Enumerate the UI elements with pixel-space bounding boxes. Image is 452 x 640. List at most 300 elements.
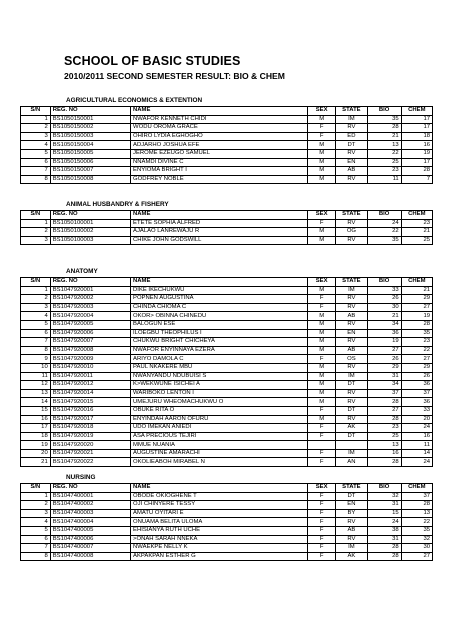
student-name-cell: OBODE OKIOGHENE T	[131, 492, 308, 501]
bio-score-cell: 37	[367, 389, 401, 398]
bio-score-cell: 27	[367, 346, 401, 355]
student-name-cell: ARIYO DAMOLA C	[131, 355, 308, 364]
state-cell: RV	[336, 295, 367, 304]
chem-score-cell: 24	[401, 458, 432, 467]
serial-number-cell: 6	[21, 158, 51, 167]
result-section	[20, 96, 433, 184]
serial-number-cell: 1	[21, 115, 51, 124]
reg-number-cell: BS1047400006	[50, 535, 130, 544]
table-row	[21, 115, 433, 124]
table-row	[21, 338, 433, 347]
state-cell: RV	[336, 320, 367, 329]
bio-score-cell: 31	[367, 535, 401, 544]
chem-score-cell: 36	[401, 398, 432, 407]
student-name-cell: CHIKE JOHN GODSWILL	[131, 236, 308, 245]
column-header-reg-number: REG. NO	[50, 211, 130, 220]
serial-number-cell: 8	[21, 175, 51, 184]
column-header-state: STATE	[336, 278, 367, 287]
reg-number-cell: BS1047920017	[50, 415, 130, 424]
table-header-row	[21, 211, 433, 220]
serial-number-cell: 2	[21, 124, 51, 133]
chem-score-cell: 17	[401, 124, 432, 133]
chem-score-cell: 33	[401, 406, 432, 415]
student-name-cell: ADJARHO JOSHUA EFE	[131, 141, 308, 150]
serial-number-cell: 2	[21, 295, 51, 304]
state-cell: RV	[336, 236, 367, 245]
column-header-chem-score: CHEM	[401, 211, 432, 220]
sex-cell: M	[308, 398, 336, 407]
column-header-bio-score: BIO	[367, 484, 401, 493]
chem-score-cell: 35	[401, 329, 432, 338]
reg-number-cell: BS1047920001	[50, 286, 130, 295]
bio-score-cell: 25	[367, 158, 401, 167]
section-title: ANATOMY	[66, 268, 98, 275]
column-header-serial-number: S/N	[21, 278, 51, 287]
bio-score-cell: 28	[367, 544, 401, 553]
chem-score-cell: 7	[401, 175, 432, 184]
bio-score-cell: 11	[367, 175, 401, 184]
bio-score-cell: 31	[367, 501, 401, 510]
serial-number-cell: 8	[21, 552, 51, 561]
student-name-cell: OHIRO LYDIA EGHOGHO	[131, 132, 308, 141]
serial-number-cell: 16	[21, 415, 51, 424]
column-header-bio-score: BIO	[367, 278, 401, 287]
table-row	[21, 552, 433, 561]
state-cell: DT	[336, 432, 367, 441]
sex-cell: M	[308, 363, 336, 372]
student-name-cell: DIKE IKECHUKWU	[131, 286, 308, 295]
serial-number-cell: 18	[21, 432, 51, 441]
student-name-cell: NWAEKPE NELLY K	[131, 544, 308, 553]
chem-score-cell: 26	[401, 372, 432, 381]
serial-number-cell: 2	[21, 228, 51, 237]
chem-score-cell: 14	[401, 449, 432, 458]
serial-number-cell: 17	[21, 424, 51, 433]
column-header-sex: SEX	[308, 278, 336, 287]
chem-score-cell: 27	[401, 552, 432, 561]
column-header-state: STATE	[336, 107, 367, 116]
state-cell: DT	[336, 141, 367, 150]
state-cell: RV	[336, 415, 367, 424]
sex-cell: M	[308, 228, 336, 237]
state-cell: ED	[336, 132, 367, 141]
chem-score-cell: 17	[401, 158, 432, 167]
student-name-cell: BALOGUN ESE	[131, 320, 308, 329]
state-cell: DT	[336, 381, 367, 390]
serial-number-cell: 7	[21, 544, 51, 553]
section-title: NURSING	[66, 474, 96, 481]
reg-number-cell: BS1047400005	[50, 526, 130, 535]
chem-score-cell: 17	[401, 115, 432, 124]
state-cell: IM	[336, 115, 367, 124]
table-row	[21, 132, 433, 141]
sex-cell	[308, 441, 336, 450]
state-cell: RV	[336, 303, 367, 312]
student-name-cell: UMEJURU WHEOMACHUKWU O	[131, 398, 308, 407]
bio-score-cell: 33	[367, 286, 401, 295]
sex-cell: F	[308, 552, 336, 561]
sex-cell: F	[308, 132, 336, 141]
section-title: AGRICULTURAL ECONOMICS & EXTENTION	[66, 97, 203, 104]
bio-score-cell: 19	[367, 338, 401, 347]
table-row	[21, 518, 433, 527]
reg-number-cell: BS1047920007	[50, 338, 130, 347]
student-name-cell: ENYINDAH AARON OFURU	[131, 415, 308, 424]
sex-cell: F	[308, 509, 336, 518]
state-cell: IM	[336, 544, 367, 553]
student-name-cell: NNAMDI DIVINE C	[131, 158, 308, 167]
serial-number-cell: 5	[21, 149, 51, 158]
reg-number-cell: BS1047920014	[50, 389, 130, 398]
chem-score-cell: 28	[401, 167, 432, 176]
student-name-cell: MMUE NUANIA	[131, 441, 308, 450]
sex-cell: F	[308, 124, 336, 133]
state-cell: IM	[336, 286, 367, 295]
chem-score-cell: 19	[401, 149, 432, 158]
reg-number-cell: BS1047400001	[50, 492, 130, 501]
serial-number-cell: 15	[21, 406, 51, 415]
result-section	[20, 267, 433, 467]
table-row	[21, 363, 433, 372]
reg-number-cell: BS1047920015	[50, 398, 130, 407]
serial-number-cell: 9	[21, 355, 51, 364]
serial-number-cell: 12	[21, 381, 51, 390]
column-header-serial-number: S/N	[21, 107, 51, 116]
table-row	[21, 320, 433, 329]
column-header-chem-score: CHEM	[401, 278, 432, 287]
bio-score-cell: 36	[367, 329, 401, 338]
sex-cell: F	[308, 355, 336, 364]
bio-score-cell: 25	[367, 432, 401, 441]
student-name-cell: NWAFOR KENNETH CHIDI	[131, 115, 308, 124]
reg-number-cell: BS1047400002	[50, 501, 130, 510]
chem-score-cell: 25	[401, 236, 432, 245]
chem-score-cell: 24	[401, 424, 432, 433]
chem-score-cell: 35	[401, 526, 432, 535]
student-name-cell: AUGUSTINE AMARACHI	[131, 449, 308, 458]
reg-number-cell: BS1050150006	[50, 158, 130, 167]
sex-cell: M	[308, 346, 336, 355]
chem-score-cell: 27	[401, 303, 432, 312]
table-row	[21, 355, 433, 364]
bio-score-cell: 29	[367, 363, 401, 372]
table-row	[21, 509, 433, 518]
reg-number-cell: BS1047400007	[50, 544, 130, 553]
bio-score-cell: 30	[367, 303, 401, 312]
student-name-cell: OKOR> OBINNA CHINEDU	[131, 312, 308, 321]
column-header-student-name: NAME	[131, 107, 308, 116]
table-row	[21, 415, 433, 424]
state-cell: DT	[336, 406, 367, 415]
table-row	[21, 526, 433, 535]
reg-number-cell: BS1047920005	[50, 320, 130, 329]
table-row	[21, 175, 433, 184]
column-header-sex: SEX	[308, 211, 336, 220]
reg-number-cell: BS1047920016	[50, 406, 130, 415]
state-cell: RV	[336, 363, 367, 372]
state-cell: IM	[336, 449, 367, 458]
table-header-row	[21, 484, 433, 493]
results-table	[20, 106, 433, 184]
bio-score-cell: 35	[367, 115, 401, 124]
reg-number-cell: BS1050100002	[50, 228, 130, 237]
reg-number-cell: BS1047920011	[50, 372, 130, 381]
sex-cell: M	[308, 372, 336, 381]
reg-number-cell: BS1047400003	[50, 509, 130, 518]
student-name-cell: AMATU OYITARI E	[131, 509, 308, 518]
sex-cell: F	[308, 219, 336, 228]
bio-score-cell: 24	[367, 219, 401, 228]
student-name-cell: ASA PRECIOUS TEJIRI	[131, 432, 308, 441]
reg-number-cell: BS1047920009	[50, 355, 130, 364]
table-row	[21, 158, 433, 167]
column-header-bio-score: BIO	[367, 211, 401, 220]
reg-number-cell: BS1050150001	[50, 115, 130, 124]
column-header-bio-score: BIO	[367, 107, 401, 116]
student-name-cell: POPNEN AUGUSTINA	[131, 295, 308, 304]
reg-number-cell: BS1047920022	[50, 458, 130, 467]
bio-score-cell: 26	[367, 355, 401, 364]
chem-score-cell: 30	[401, 544, 432, 553]
sex-cell: M	[308, 141, 336, 150]
reg-number-cell: BS1047920012	[50, 381, 130, 390]
bio-score-cell: 22	[367, 228, 401, 237]
column-header-reg-number: REG. NO	[50, 484, 130, 493]
sex-cell: M	[308, 167, 336, 176]
table-row	[21, 398, 433, 407]
serial-number-cell: 4	[21, 518, 51, 527]
reg-number-cell: BS1050100001	[50, 219, 130, 228]
bio-score-cell: 22	[367, 149, 401, 158]
bio-score-cell: 27	[367, 406, 401, 415]
column-header-student-name: NAME	[131, 211, 308, 220]
column-header-chem-score: CHEM	[401, 107, 432, 116]
state-cell: DT	[336, 492, 367, 501]
table-row	[21, 346, 433, 355]
student-name-cell: >ONAH SARAH NNEKA	[131, 535, 308, 544]
table-row	[21, 149, 433, 158]
state-cell: AK	[336, 552, 367, 561]
serial-number-cell: 10	[21, 363, 51, 372]
table-row	[21, 295, 433, 304]
section-title: ANIMAL HUSBANDRY & FISHERY	[66, 201, 169, 208]
student-name-cell: NWANYANDU NDUBUISI S	[131, 372, 308, 381]
state-cell: RV	[336, 124, 367, 133]
state-cell: OS	[336, 355, 367, 364]
column-header-student-name: NAME	[131, 484, 308, 493]
reg-number-cell: BS1050150003	[50, 132, 130, 141]
reg-number-cell: BS1047920008	[50, 346, 130, 355]
bio-score-cell: 38	[367, 526, 401, 535]
reg-number-cell: BS1047920003	[50, 303, 130, 312]
table-row	[21, 458, 433, 467]
state-cell: EN	[336, 329, 367, 338]
state-cell: AB	[336, 346, 367, 355]
chem-score-cell: 28	[401, 320, 432, 329]
bio-score-cell: 31	[367, 372, 401, 381]
serial-number-cell: 1	[21, 286, 51, 295]
chem-score-cell: 29	[401, 295, 432, 304]
reg-number-cell: BS1047400004	[50, 518, 130, 527]
table-row	[21, 441, 433, 450]
table-row	[21, 432, 433, 441]
chem-score-cell: 23	[401, 338, 432, 347]
sex-cell: M	[308, 389, 336, 398]
table-row	[21, 381, 433, 390]
state-cell: OG	[336, 228, 367, 237]
bio-score-cell: 15	[367, 509, 401, 518]
sex-cell: M	[308, 236, 336, 245]
column-header-sex: SEX	[308, 107, 336, 116]
table-row	[21, 236, 433, 245]
serial-number-cell: 14	[21, 398, 51, 407]
sex-cell: F	[308, 424, 336, 433]
sex-cell: M	[308, 115, 336, 124]
result-section	[20, 473, 433, 561]
state-cell: RV	[336, 149, 367, 158]
chem-score-cell: 20	[401, 415, 432, 424]
reg-number-cell: BS1047920002	[50, 295, 130, 304]
bio-score-cell: 13	[367, 441, 401, 450]
state-cell: RV	[336, 338, 367, 347]
table-row	[21, 492, 433, 501]
table-header-row	[21, 107, 433, 116]
serial-number-cell: 3	[21, 132, 51, 141]
results-table	[20, 277, 433, 467]
student-name-cell: OKOLIEABOH MIRABEL N	[131, 458, 308, 467]
table-row	[21, 544, 433, 553]
student-name-cell: ONUAMA BELITA ULOMA	[131, 518, 308, 527]
sex-cell: F	[308, 406, 336, 415]
reg-number-cell: BS1047920006	[50, 329, 130, 338]
reg-number-cell: BS1047920010	[50, 363, 130, 372]
reg-number-cell: BS1050150005	[50, 149, 130, 158]
student-name-cell: EHISIANYA RUTH UCHE	[131, 526, 308, 535]
state-cell: RV	[336, 219, 367, 228]
chem-score-cell: 29	[401, 363, 432, 372]
state-cell: AB	[336, 526, 367, 535]
sex-cell: F	[308, 526, 336, 535]
bio-score-cell: 26	[367, 295, 401, 304]
chem-score-cell: 13	[401, 509, 432, 518]
chem-score-cell: 11	[401, 441, 432, 450]
bio-score-cell: 28	[367, 458, 401, 467]
serial-number-cell: 3	[21, 303, 51, 312]
reg-number-cell: BS1047920004	[50, 312, 130, 321]
reg-number-cell: BS1050100003	[50, 236, 130, 245]
state-cell: AN	[336, 458, 367, 467]
table-row	[21, 501, 433, 510]
bio-score-cell: 16	[367, 449, 401, 458]
table-row	[21, 389, 433, 398]
serial-number-cell: 8	[21, 346, 51, 355]
sex-cell: M	[308, 415, 336, 424]
student-name-cell: WODU OROMA GRACE	[131, 124, 308, 133]
document-subtitle: 2010/2011 SECOND SEMESTER RESULT: BIO & CHEM	[64, 71, 285, 81]
reg-number-cell: BS1047920018	[50, 424, 130, 433]
column-header-state: STATE	[336, 484, 367, 493]
bio-score-cell: 24	[367, 518, 401, 527]
table-row	[21, 312, 433, 321]
column-header-serial-number: S/N	[21, 484, 51, 493]
serial-number-cell: 1	[21, 492, 51, 501]
table-row	[21, 141, 433, 150]
sex-cell: M	[308, 381, 336, 390]
serial-number-cell: 21	[21, 458, 51, 467]
column-header-chem-score: CHEM	[401, 484, 432, 493]
table-header-row	[21, 278, 433, 287]
chem-score-cell: 37	[401, 389, 432, 398]
student-name-cell: GODFREY NOBLE	[131, 175, 308, 184]
sex-cell: F	[308, 449, 336, 458]
column-header-sex: SEX	[308, 484, 336, 493]
student-name-cell: WARIBOKO LENTON I	[131, 389, 308, 398]
state-cell: AB	[336, 312, 367, 321]
serial-number-cell: 1	[21, 219, 51, 228]
sex-cell: F	[308, 458, 336, 467]
state-cell: EN	[336, 158, 367, 167]
state-cell: AB	[336, 167, 367, 176]
bio-score-cell: 21	[367, 132, 401, 141]
student-name-cell: ETETE SOPHIA ALFRED	[131, 219, 308, 228]
bio-score-cell: 35	[367, 236, 401, 245]
serial-number-cell: 19	[21, 441, 51, 450]
student-name-cell: CHUKWU BRIGHT CHICHEYA	[131, 338, 308, 347]
state-cell: RV	[336, 518, 367, 527]
chem-score-cell: 21	[401, 228, 432, 237]
chem-score-cell: 27	[401, 355, 432, 364]
student-name-cell: PAUL NKAKERE MBU	[131, 363, 308, 372]
reg-number-cell: BS1050150004	[50, 141, 130, 150]
state-cell: EN	[336, 501, 367, 510]
sex-cell: F	[308, 492, 336, 501]
sex-cell: F	[308, 544, 336, 553]
chem-score-cell: 22	[401, 518, 432, 527]
serial-number-cell: 13	[21, 389, 51, 398]
state-cell: AK	[336, 424, 367, 433]
serial-number-cell: 7	[21, 167, 51, 176]
state-cell	[336, 441, 367, 450]
sex-cell: M	[308, 329, 336, 338]
table-row	[21, 167, 433, 176]
sex-cell: M	[308, 320, 336, 329]
bio-score-cell: 23	[367, 167, 401, 176]
sex-cell: F	[308, 295, 336, 304]
student-name-cell: CHINDA CHIOMA C	[131, 303, 308, 312]
bio-score-cell: 28	[367, 552, 401, 561]
table-row	[21, 449, 433, 458]
column-header-reg-number: REG. NO	[50, 278, 130, 287]
serial-number-cell: 20	[21, 449, 51, 458]
reg-number-cell: BS1047920020	[50, 441, 130, 450]
bio-score-cell: 34	[367, 381, 401, 390]
student-name-cell: UDO IMEKAN ANIEDI	[131, 424, 308, 433]
bio-score-cell: 28	[367, 415, 401, 424]
student-name-cell: ILOEGBU THEOPHILUS I	[131, 329, 308, 338]
serial-number-cell: 6	[21, 535, 51, 544]
sex-cell: M	[308, 286, 336, 295]
bio-score-cell: 34	[367, 320, 401, 329]
table-row	[21, 406, 433, 415]
serial-number-cell: 3	[21, 509, 51, 518]
chem-score-cell: 37	[401, 492, 432, 501]
reg-number-cell: BS1047920019	[50, 432, 130, 441]
serial-number-cell: 5	[21, 526, 51, 535]
results-table	[20, 483, 433, 561]
serial-number-cell: 3	[21, 236, 51, 245]
document-title: SCHOOL OF BASIC STUDIES	[64, 54, 241, 68]
sex-cell: F	[308, 303, 336, 312]
